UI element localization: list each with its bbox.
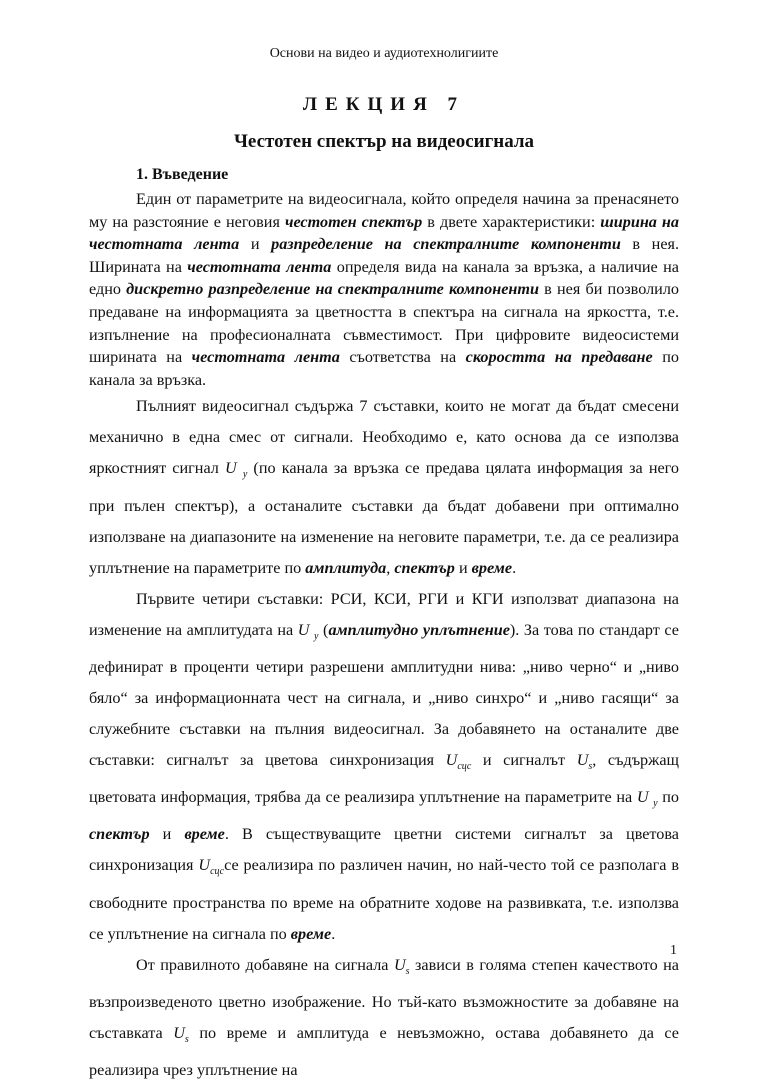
signal-u-y [636, 788, 658, 810]
paragraph-1 [89, 188, 679, 391]
main-title: Честотен спектър на видеосигнала [233, 131, 535, 152]
text-run: в нея би позволило предаване на информацията за цветността в спектъра на сигнала на яркостта, т.е. изпълнение на професионалната съвместимост. При цифровите видеосистеми ширината на [89, 280, 680, 367]
text-run: в двете характеристики: [422, 212, 601, 231]
emphasis: време [290, 924, 332, 943]
emphasis: скоростта на предаване [465, 348, 653, 367]
text-run: и [454, 558, 472, 577]
text-run: Пълният видеосигнал съдържа 7 съставки, които не могат да бъдат смесени механично в една смес от сигнали. Необходимо е, като основа да се използва яркостният сигнал [89, 397, 679, 478]
paragraph-4 [89, 950, 679, 1086]
text-run: , съдържащ цветовата информация, трябва да се реализира уплътнение на параметрите на [89, 750, 679, 807]
text-run: зависи в голяма степен качеството на възпроизведеното цветно изображение. Но тъй-като възможностите за добавяне на съставката [89, 955, 679, 1042]
emphasis: спектър [89, 825, 150, 844]
text-run: ( [318, 620, 329, 639]
emphasis: време [184, 825, 225, 844]
symbol-u: U [576, 750, 589, 769]
body-text [89, 188, 679, 1086]
paragraph-2 [89, 391, 679, 583]
emphasis: спектър [394, 558, 455, 577]
text-run: , [386, 558, 395, 577]
emphasis: ширина на честотната лента [89, 212, 680, 254]
subscript-s: s [184, 1033, 189, 1045]
text-run: Първите четири съставки: РСИ, КСИ, РГИ и КГИ използват диапазона на изменение на амплитудата на [89, 589, 679, 639]
subscript-y: y [653, 798, 658, 810]
emphasis: амплитудно уплътнение [328, 620, 510, 639]
emphasis: честотната лента [187, 257, 332, 276]
running-header: Основи на видео и аудиотехнолигиите [269, 46, 499, 61]
text-run: и [149, 825, 185, 844]
symbol-u: U [225, 459, 237, 478]
text-run: От правилното добавяне на сигнала [136, 955, 394, 974]
signal-u-s [173, 1023, 189, 1045]
subscript-y: y [242, 469, 248, 481]
emphasis: време [471, 558, 513, 577]
emphasis: честотен спектър [284, 212, 423, 231]
symbol-u: U [198, 856, 211, 875]
symbol-u: U [393, 955, 406, 974]
text-run: (по канала за връзка се предава цялата информация за него при пълен спектър), а останалите съставки да бъдат добавени при оптимално използване на диапазоните на изменение на неговите параметри, т.е. да се реализира уплътнение на параметрите по [89, 459, 680, 577]
signal-u-y [297, 620, 319, 642]
text-run: в нея. Ширината на [89, 235, 679, 276]
symbol-u: U [445, 750, 458, 769]
signal-u-scs [445, 750, 472, 773]
subscript-s: s [588, 761, 593, 773]
symbol-u: U [636, 788, 649, 807]
text-run: . [512, 558, 517, 577]
text-run: и сигналът [471, 750, 577, 769]
text-run: ). За това по стандарт се дефинират в проценти четири разрешени амплитудни нива: „ниво черно“ и „ниво бяло“ за информационната чест на сигнала, и „ниво синхро“ и „ниво гасящи“ за служебните съставки на пълния видеосигнал. За добавянето на останалите две съставки: сигналът за цветова синхронизация [89, 620, 679, 769]
emphasis: дискретно разпределение на спектралните компоненти [126, 280, 539, 299]
text-run: . В съществуващите цветни системи сигналът за цветова синхронизация [89, 825, 679, 875]
signal-u-s [576, 750, 593, 773]
paragraph-3 [89, 584, 679, 950]
symbol-u: U [173, 1023, 185, 1042]
text-run: по канала за връзка. [89, 348, 679, 389]
text-run: определя вида на канала за връзка, а наличие на едно [89, 257, 679, 299]
lecture-title: ЛЕКЦИЯ 7 [302, 94, 466, 115]
page-number: 1 [670, 943, 677, 958]
symbol-u: U [297, 620, 310, 639]
text-run: съответства на [339, 348, 466, 367]
subscript-s: s [405, 965, 410, 977]
text-run: . [331, 924, 336, 943]
text-run: по време и амплитуда е невъзможно, остава добавянето да се реализира чрез уплътнение на [89, 1023, 679, 1079]
subscript-scs: сцс [210, 866, 225, 878]
emphasis: разпределение на спектралните компоненти [271, 235, 621, 254]
text-run: се реализира по различен начин, но най-често той се разполага в свободните пространства по време на обратните ходове на развивката, т.е. използва се уплътнение на сигнала по [89, 856, 680, 943]
signal-u-scs [198, 856, 225, 878]
section-heading: 1. Въведение [136, 166, 229, 183]
text-run: и [239, 235, 272, 254]
subscript-scs: сцс [457, 761, 472, 773]
emphasis: амплитуда [305, 558, 387, 577]
text-run: по [657, 788, 679, 807]
signal-u-y [225, 459, 248, 481]
signal-u-s [393, 955, 410, 977]
text-run: Един от параметрите на видеосигнала, който определя начина за пренасянето му на разстояние е неговия [89, 190, 679, 231]
emphasis: честотната лента [191, 348, 340, 367]
subscript-y: y [314, 630, 319, 642]
